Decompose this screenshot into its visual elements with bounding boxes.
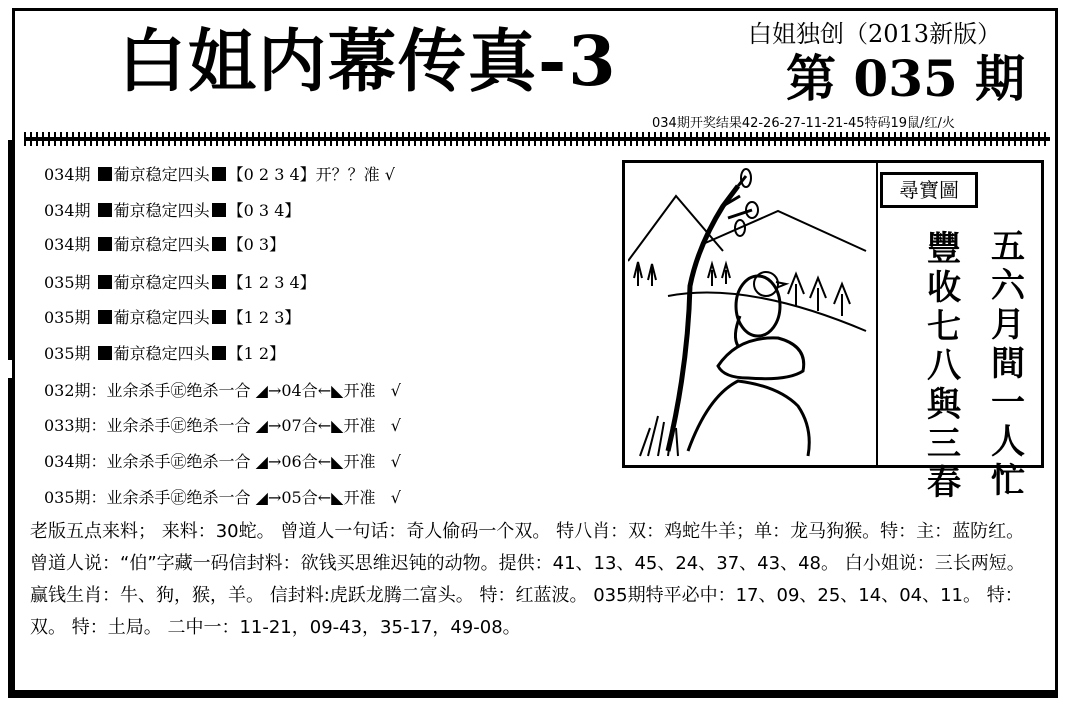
kill-suffix: 开准 xyxy=(343,416,376,435)
row-nums: 【1 2 3 4】 xyxy=(227,273,316,292)
kill-suffix: 开准 xyxy=(343,488,376,507)
row-label: 葡京稳定四头 xyxy=(113,344,210,363)
poem-column-2: 豐收七八與三春 xyxy=(927,229,961,503)
triangle-right-icon: ◢→ xyxy=(255,416,282,435)
stable-row xyxy=(44,341,285,364)
row-label: 葡京稳定四头 xyxy=(113,165,210,184)
left-edge-mark xyxy=(8,140,12,360)
last-result: 034期开奖结果42-26-27-11-21-45特码19鼠/红/火 xyxy=(652,116,955,131)
block-mark xyxy=(212,203,226,217)
bird-on-rock-illustration xyxy=(628,166,872,464)
row-period: 034期 xyxy=(44,201,91,220)
kill-value: 06合 xyxy=(281,452,318,471)
triangle-left-icon: ←◣ xyxy=(317,416,344,435)
poem-column-1: 五六月間一人忙 xyxy=(991,227,1025,501)
block-mark xyxy=(212,275,226,289)
row-period: 035期 xyxy=(44,308,91,327)
triangle-left-icon: ←◣ xyxy=(317,381,344,400)
row-period: 034期 xyxy=(44,165,91,184)
stable-row xyxy=(44,305,300,328)
block-mark xyxy=(212,346,226,360)
stable-row xyxy=(44,162,395,185)
row-period: 033期： xyxy=(44,416,107,435)
row-period: 034期： xyxy=(44,452,107,471)
block-mark xyxy=(98,167,112,181)
kill-row xyxy=(44,378,401,401)
block-mark xyxy=(98,275,112,289)
row-label: 葡京稳定四头 xyxy=(113,273,210,292)
check-icon: √ xyxy=(390,452,401,471)
row-period: 035期： xyxy=(44,488,107,507)
page-title: 白姐内幕传真-3 xyxy=(118,22,618,102)
stable-row xyxy=(44,270,316,293)
kill-row xyxy=(44,449,401,472)
block-mark xyxy=(98,237,112,251)
treasure-map-seal: 尋寶圖 xyxy=(880,172,978,208)
block-mark xyxy=(212,167,226,181)
row-period: 032期： xyxy=(44,381,107,400)
block-mark xyxy=(212,310,226,324)
stable-row xyxy=(44,198,300,221)
block-mark xyxy=(98,203,112,217)
triangle-right-icon: ◢→ xyxy=(255,488,282,507)
triangle-left-icon: ←◣ xyxy=(317,452,344,471)
block-mark xyxy=(98,310,112,324)
kill-prefix: 业余杀手㊣绝杀一合 xyxy=(106,416,251,435)
stable-row xyxy=(44,232,285,255)
row-nums: 【0 2 3 4】 xyxy=(227,165,316,184)
info-paragraph: 老版五点来料； 来料：30蛇。 曾道人一句话：奇人偷码一个双。 特八肖：双：鸡蛇牛羊；单：龙马狗猴。特：主：蓝防红。 曾道人说：“伯”字藏一码信封料：欲钱买思维迟钝的动物。提供：41、13、45、24、37、43、48。 白小姐说：三长两短。 赢钱生肖：牛、狗，猴，羊。 信封料:虎跃龙腾二富头。 特：红蓝波。 035期特平必中：17、09、25、14、04、11。 特：双。 特：土局。 二中一：11-21，09-43，35-17，49-08。 xyxy=(30,521,1025,638)
row-nums: 【1 2】 xyxy=(227,344,286,363)
left-edge-mark xyxy=(8,378,12,698)
row-nums: 【1 2 3】 xyxy=(227,308,301,327)
row-nums: 【0 3】 xyxy=(227,235,286,254)
row-note: 开？？准 √ xyxy=(315,165,395,184)
kill-suffix: 开准 xyxy=(343,381,376,400)
check-icon: √ xyxy=(390,381,401,400)
row-period: 035期 xyxy=(44,344,91,363)
kill-prefix: 业余杀手㊣绝杀一合 xyxy=(106,488,251,507)
block-mark xyxy=(98,346,112,360)
row-nums: 【0 3 4】 xyxy=(227,201,301,220)
kill-value: 04合 xyxy=(281,381,318,400)
check-icon: √ xyxy=(390,488,401,507)
row-label: 葡京稳定四头 xyxy=(113,235,210,254)
edition-label: 白姐独创（2013新版） xyxy=(748,20,1002,48)
check-icon: √ xyxy=(390,416,401,435)
block-mark xyxy=(212,237,226,251)
picture-separator xyxy=(876,163,878,465)
frame-bottom-bar xyxy=(12,690,1058,698)
kill-suffix: 开准 xyxy=(343,452,376,471)
row-period: 034期 xyxy=(44,235,91,254)
kill-value: 05合 xyxy=(281,488,318,507)
row-label: 葡京稳定四头 xyxy=(113,308,210,327)
triangle-left-icon: ←◣ xyxy=(317,488,344,507)
issue-number: 第 035 期 xyxy=(786,49,1026,108)
row-period: 035期 xyxy=(44,273,91,292)
kill-prefix: 业余杀手㊣绝杀一合 xyxy=(106,452,251,471)
kill-row xyxy=(44,413,401,436)
kill-prefix: 业余杀手㊣绝杀一合 xyxy=(106,381,251,400)
triangle-right-icon: ◢→ xyxy=(255,452,282,471)
kill-value: 07合 xyxy=(281,416,318,435)
row-label: 葡京稳定四头 xyxy=(113,201,210,220)
header-divider xyxy=(24,132,1050,146)
kill-row xyxy=(44,485,401,508)
triangle-right-icon: ◢→ xyxy=(255,381,282,400)
